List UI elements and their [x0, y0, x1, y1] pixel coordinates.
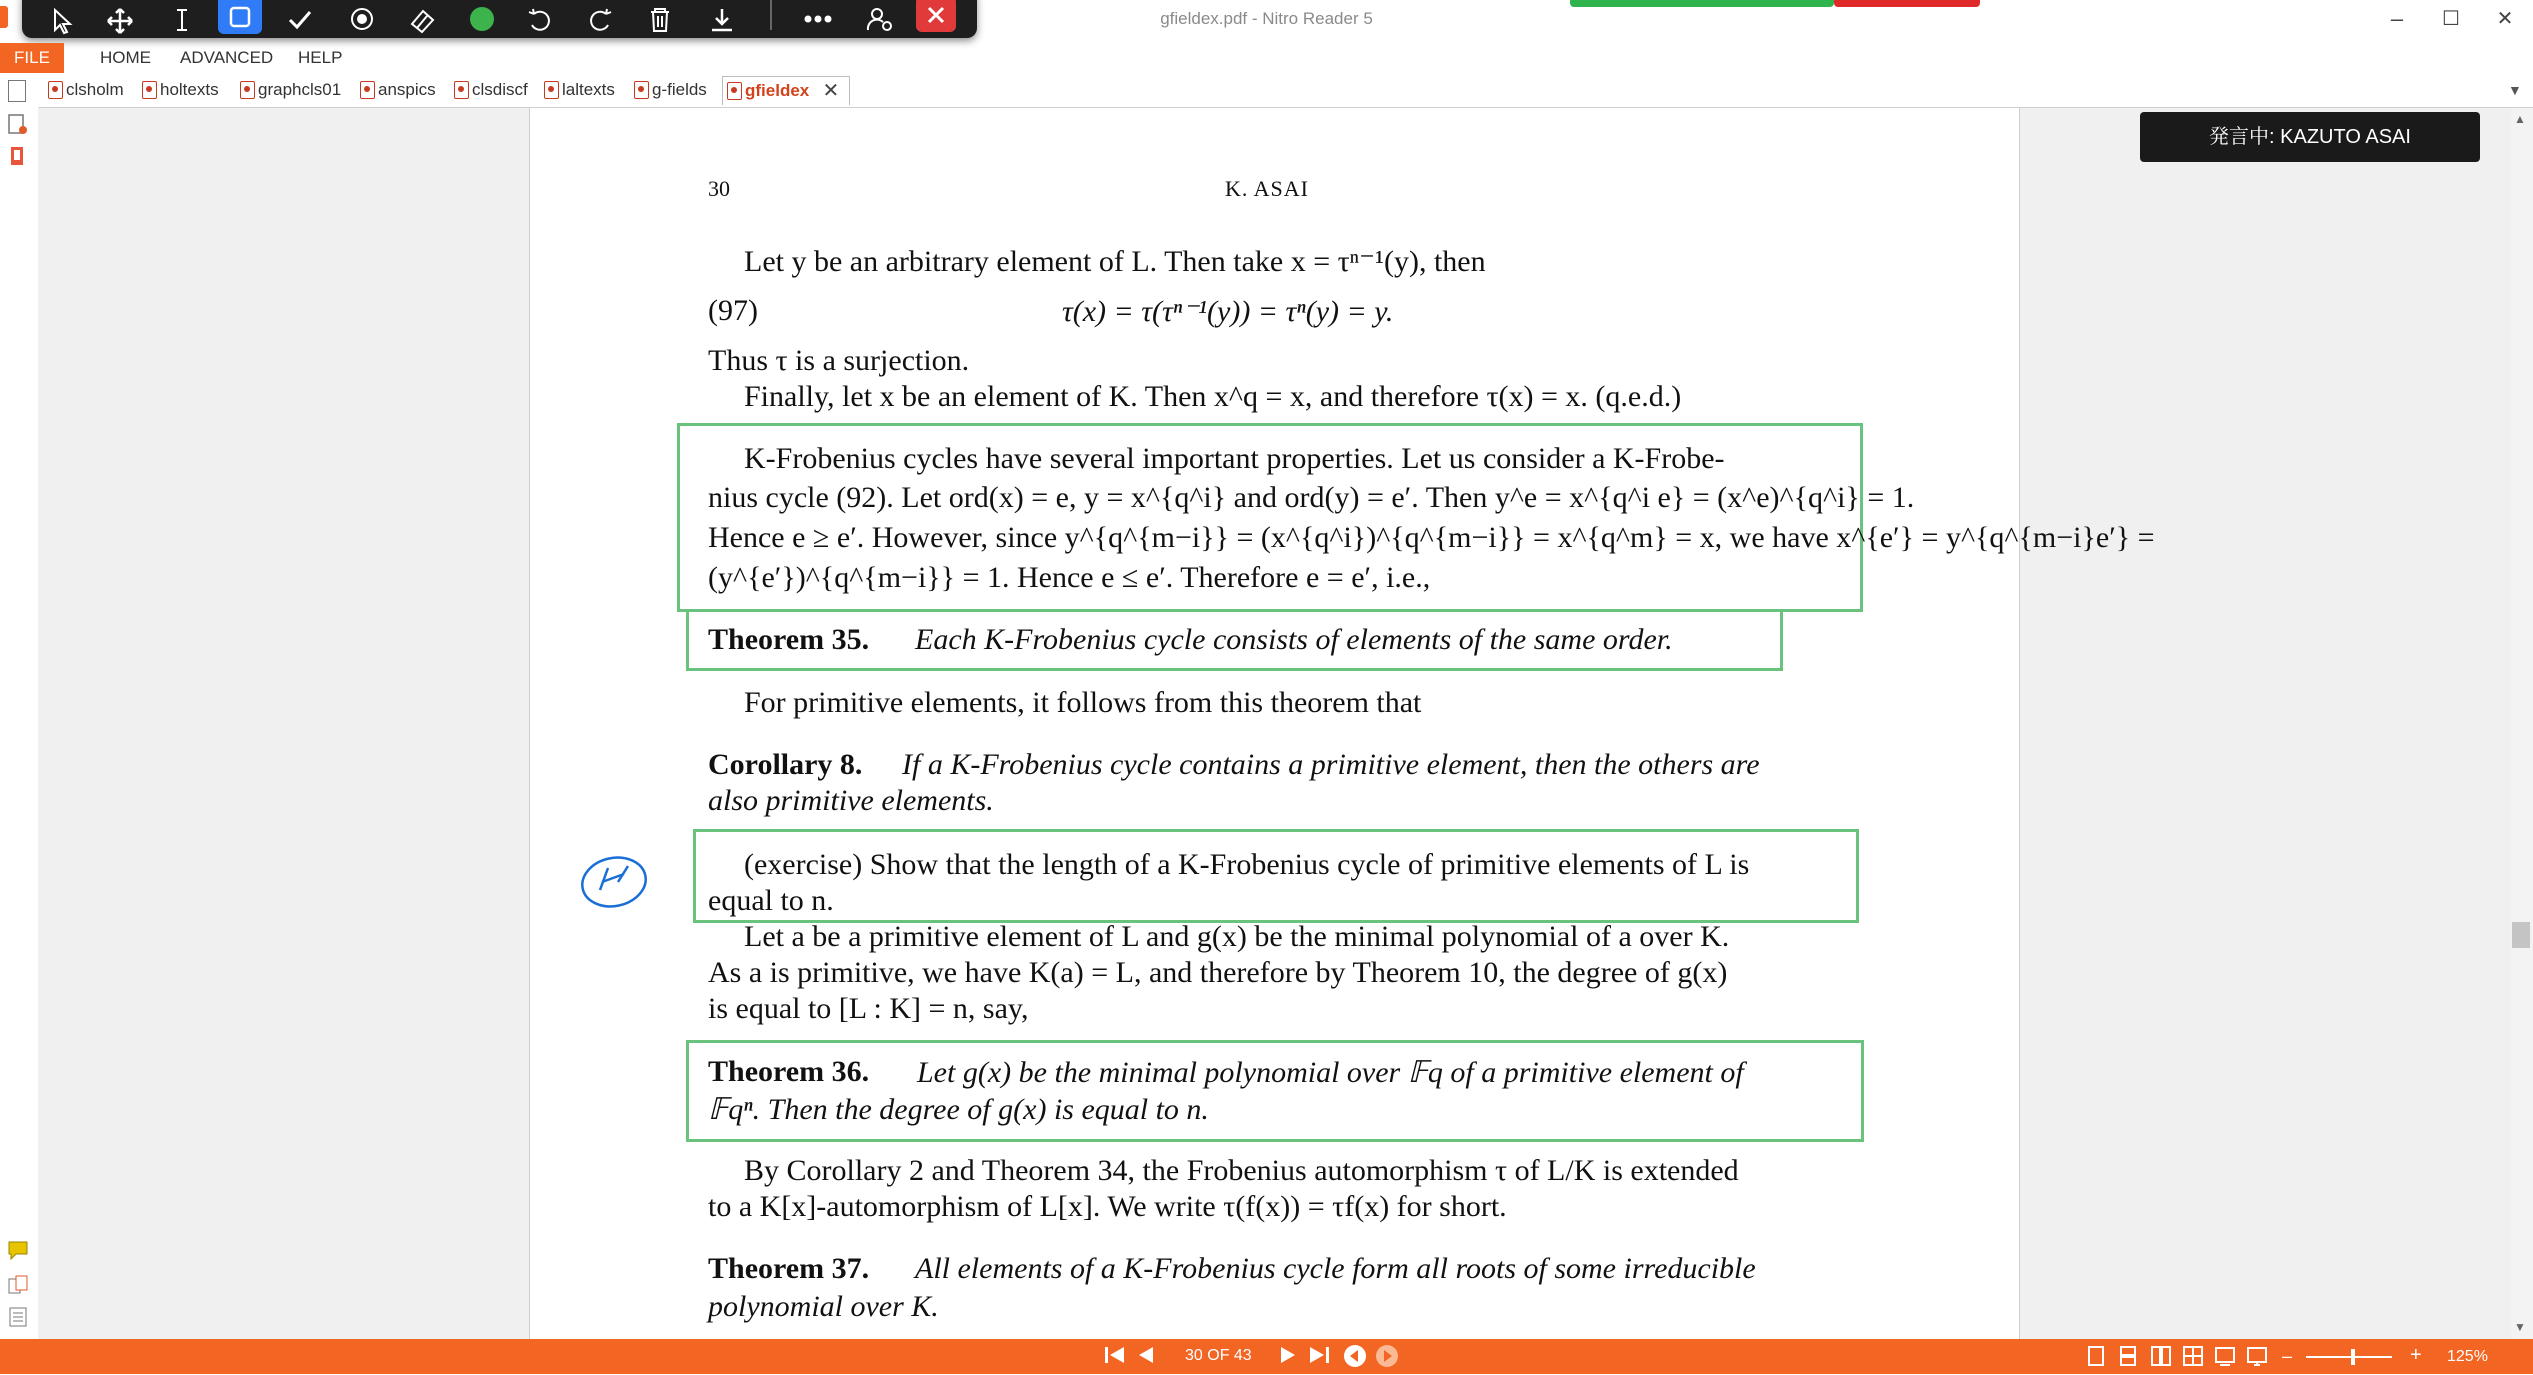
tab-clsholm[interactable]: clsholm	[44, 76, 124, 104]
more-icon[interactable]	[796, 6, 840, 42]
text-cursor-icon[interactable]	[160, 6, 204, 42]
text-line: Let a be a primitive element of L and g(x) be the minimal polynomial of a over K.	[744, 920, 1730, 953]
exercise-text: equal to n.	[708, 884, 834, 917]
text-line: For primitive elements, it follows from this theorem that	[744, 686, 1422, 719]
text-line: Thus τ is a surjection.	[708, 344, 970, 377]
text-line: As a is primitive, we have K(a) = L, and therefore by Theorem 10, the degree of g(x)	[708, 956, 1728, 989]
tab-g-fields[interactable]: g-fields	[630, 76, 707, 104]
delete-icon[interactable]	[638, 6, 682, 42]
text-line: to a K[x]-automorphism of L[x]. We write τ(f(x)) = τf(x) for short.	[708, 1190, 1507, 1223]
pdf-file-icon	[727, 82, 742, 100]
comments-icon[interactable]	[7, 1240, 29, 1262]
close-toolbar-icon[interactable]	[916, 0, 956, 32]
theorem-heading: Theorem 35.	[708, 623, 870, 656]
fullscreen-icon[interactable]	[2246, 1345, 2268, 1372]
theorem-heading: Theorem 36.	[708, 1055, 870, 1088]
pdf-file-icon	[48, 81, 63, 99]
pdf-file-icon	[454, 81, 469, 99]
text-line: Finally, let x be an element of K. Then x^q = x, and therefore τ(x) = x. (q.e.d.)	[744, 380, 1682, 413]
first-page-icon[interactable]	[1102, 1343, 1128, 1373]
window-title: gfieldex.pdf - Nitro Reader 5	[1160, 9, 1373, 28]
text-line: (y^{e′})^{q^{m−i}} = 1. Hence e ≤ e′. Therefore e = e′, i.e.,	[708, 561, 1431, 594]
next-page-icon[interactable]	[1278, 1343, 1298, 1373]
pdf-file-icon	[142, 81, 157, 99]
text-line: K-Frobenius cycles have several important properties. Let us consider a K-Frobe-	[744, 442, 1725, 475]
equation-number: (97)	[708, 294, 758, 327]
menu-bar	[0, 43, 2533, 73]
running-header: K. ASAI	[1225, 176, 1310, 201]
toolbar-divider	[770, 0, 772, 30]
undo-icon[interactable]	[518, 6, 562, 42]
pdf-file-icon	[360, 81, 375, 99]
check-icon[interactable]	[278, 6, 322, 42]
text-line: is equal to [L : K] = n, say,	[708, 992, 1029, 1025]
bookmarks-icon[interactable]	[7, 114, 29, 136]
tab-gfieldex[interactable]: gfieldex ✕	[722, 76, 850, 105]
zoom-slider-handle[interactable]	[2351, 1349, 2355, 1365]
signatures-icon[interactable]	[7, 1274, 29, 1296]
minimize-button[interactable]: –	[2390, 6, 2404, 31]
equation: τ(x) = τ(τⁿ⁻¹(y)) = τⁿ(y) = y.	[1062, 295, 1394, 328]
meeting-status-bar-red	[1834, 0, 1980, 7]
corollary-heading: Corollary 8.	[708, 748, 863, 781]
last-page-icon[interactable]	[1306, 1343, 1332, 1373]
scroll-up-arrow-icon[interactable]: ▲	[2514, 112, 2526, 126]
single-page-view-icon[interactable]	[2086, 1345, 2106, 1372]
fit-width-icon[interactable]	[2214, 1345, 2236, 1372]
eraser-icon[interactable]	[400, 6, 444, 42]
theorem-body: All elements of a K-Frobenius cycle form all roots of some irreducible	[915, 1252, 1756, 1285]
zoom-in-icon[interactable]: +	[2410, 1344, 2422, 1366]
continuous-facing-view-icon[interactable]	[2182, 1345, 2204, 1372]
layers-icon[interactable]	[7, 1306, 29, 1328]
tab-anspics[interactable]: anspics	[356, 76, 436, 104]
move-icon[interactable]	[98, 6, 142, 42]
scroll-down-arrow-icon[interactable]: ▼	[2514, 1320, 2526, 1334]
speaker-indicator: 発言中: KAZUTO ASAI	[2140, 112, 2480, 162]
theorem-body: polynomial over K.	[708, 1290, 939, 1323]
pdf-file-icon	[634, 81, 649, 99]
vertical-scrollbar[interactable]	[2511, 108, 2533, 1339]
close-window-button[interactable]: ✕	[2496, 8, 2514, 30]
menu-home[interactable]: HOME	[100, 48, 151, 67]
zoom-out-icon[interactable]: –	[2282, 1346, 2293, 1366]
previous-page-icon[interactable]	[1136, 1343, 1156, 1373]
next-view-icon[interactable]	[1374, 1343, 1400, 1375]
continuous-view-icon[interactable]	[2118, 1345, 2138, 1372]
maximize-button[interactable]: ☐	[2442, 8, 2460, 30]
close-tab-icon[interactable]: ✕	[822, 80, 840, 102]
tab-holtexts[interactable]: holtexts	[138, 76, 219, 104]
ink-annotation-h-icon[interactable]	[578, 852, 650, 912]
text-line: Let y be an arbitrary element of L. Then take x = τⁿ⁻¹(y), then	[744, 245, 1486, 278]
download-icon[interactable]	[700, 6, 744, 42]
text-line: Hence e ≥ e′. However, since y^{q^{m−i}} = (x^{q^i})^{q^{m−i}} = x^{q^m} = x, we have x^{e′} = y^{q^{m−i}e′} =	[708, 521, 2155, 554]
app-logo-icon	[0, 6, 8, 28]
facing-view-icon[interactable]	[2150, 1345, 2172, 1372]
theorem-body: Each K-Frobenius cycle consists of elements of the same order.	[915, 623, 1673, 656]
pdf-file-icon	[544, 81, 559, 99]
scrollbar-thumb[interactable]	[2512, 922, 2530, 948]
text-line: nius cycle (92). Let ord(x) = e, y = x^{q^i} and ord(y) = e′. Then y^e = x^{q^i e} = (x^e)^{q^i} = 1.	[708, 481, 1915, 514]
tab-laltexts[interactable]: laltexts	[540, 76, 615, 104]
zoom-slider-track[interactable]	[2306, 1356, 2392, 1358]
redo-icon[interactable]	[578, 6, 622, 42]
select-arrow-icon[interactable]	[40, 6, 84, 42]
page-indicator[interactable]: 30 OF 43	[1185, 1347, 1252, 1364]
theorem-heading: Theorem 37.	[708, 1252, 870, 1285]
attachments-icon[interactable]	[7, 146, 29, 168]
color-green-icon[interactable]	[460, 6, 504, 42]
corollary-body: also primitive elements.	[708, 784, 994, 817]
tab-list-chevron-icon[interactable]: ▼	[2508, 82, 2522, 98]
theorem-body: Let g(x) be the minimal polynomial over 𝔽q of a primitive element of	[917, 1056, 1744, 1089]
page-number: 30	[708, 176, 730, 201]
tab-graphcls01[interactable]: graphcls01	[236, 76, 341, 104]
text-line: By Corollary 2 and Theorem 34, the Frobenius automorphism τ of L/K is extended	[744, 1154, 1739, 1187]
menu-advanced[interactable]: ADVANCED	[180, 48, 274, 67]
exercise-text: (exercise) Show that the length of a K-Frobenius cycle of primitive elements of L is	[744, 848, 1750, 881]
meeting-status-bar-green	[1570, 0, 1834, 7]
corollary-body: If a K-Frobenius cycle contains a primitive element, then the others are	[902, 748, 1760, 781]
pdf-file-icon	[240, 81, 255, 99]
previous-view-icon[interactable]	[1342, 1343, 1368, 1375]
zoom-level[interactable]: 125%	[2447, 1348, 2488, 1365]
left-sidebar	[0, 107, 39, 1339]
rectangle-tool-icon[interactable]	[218, 0, 262, 34]
user-settings-icon[interactable]	[858, 6, 902, 42]
menu-file[interactable]: FILE	[0, 43, 64, 73]
pages-panel-icon[interactable]	[8, 80, 26, 102]
theorem-body: 𝔽qⁿ. Then the degree of g(x) is equal to n.	[708, 1093, 1209, 1126]
record-icon[interactable]	[340, 6, 384, 42]
tab-clsdiscf[interactable]: clsdiscf	[450, 76, 528, 104]
menu-help[interactable]: HELP	[298, 48, 343, 67]
